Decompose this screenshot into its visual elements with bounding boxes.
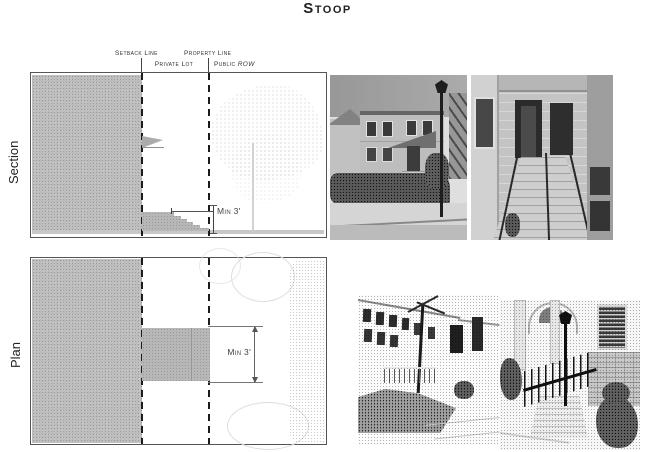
section-tree-canopy-inner (231, 133, 301, 203)
photo1-street (330, 225, 467, 240)
photo3-sidewalk-joint (434, 432, 500, 440)
photo4-shrub-left (500, 358, 522, 400)
photo4-porch-column (514, 300, 526, 370)
photo2-pier-panel (590, 167, 610, 195)
plan-stoop-landing-edge (191, 328, 192, 381)
photo4-shuttered-window (597, 304, 627, 350)
photo3-shuttered-window (389, 315, 397, 327)
photo3-shuttered-window (364, 329, 372, 342)
setback-line-tick (141, 58, 142, 72)
plan-side-label: Plan (8, 341, 23, 368)
row-label-text: ROW (237, 61, 255, 68)
photo1-window (406, 120, 417, 136)
section-property-line (208, 73, 210, 237)
photo2-cornice (496, 75, 588, 92)
photo-twin-stoops (471, 75, 613, 240)
section-min-dimension-label: Min 3' (217, 206, 241, 216)
section-canopy-underside (142, 147, 164, 148)
plan-dim-arrow-top (252, 326, 258, 332)
photo3-shuttered-window (390, 335, 398, 347)
section-dim-tick-right (213, 205, 214, 234)
public-label-text: Public (214, 61, 236, 68)
section-dim-line (171, 211, 214, 212)
private-lot-label: Private Lot (154, 61, 194, 68)
section-stoop-steps (142, 212, 209, 231)
photo2-door-left (521, 106, 536, 158)
photo3-shuttered-window (402, 318, 409, 330)
plan-sidewalk-stipple (289, 260, 325, 442)
photo3-door (450, 325, 463, 353)
photo3-bush (454, 381, 474, 399)
property-line-tick (208, 58, 209, 72)
photo4-shrub-right-top (602, 382, 630, 404)
photo1-window (366, 121, 377, 137)
photo3-shuttered-window (363, 309, 371, 322)
photo-rowhouse-street-gardens (358, 295, 500, 445)
plan-tree-outline-small (199, 248, 241, 284)
photo3-window-mid (428, 327, 435, 339)
photo3-planting-bed (358, 387, 456, 433)
section-diagram (30, 72, 327, 238)
plan-tree-outline-top (231, 252, 295, 302)
photo-stoop-iron-railing (500, 300, 640, 450)
plan-dim-arrow-bottom (252, 377, 258, 383)
plan-dim-line (254, 327, 255, 382)
photo3-shuttered-window (377, 332, 385, 345)
photo2-doorway-right (550, 103, 573, 155)
photo1-adjacent-stair-rail (449, 93, 467, 179)
photo4-porch-column (550, 300, 560, 364)
page-title: Stoop (303, 0, 352, 17)
photo1-lamp-post (440, 91, 443, 217)
photo1-door (407, 146, 420, 171)
public-row-label (214, 61, 255, 68)
plan-min-dimension-label: Min 3' (227, 347, 251, 357)
photo4-lamp-post (564, 320, 567, 406)
section-dim-cap-bottom (210, 233, 217, 234)
plan-building (32, 259, 142, 443)
section-building (32, 75, 142, 233)
photo2-plant (505, 213, 520, 237)
photo1-window (382, 121, 393, 137)
photo1-window-lower (382, 147, 393, 162)
photo-rowhouse-stoop-lamp (330, 75, 467, 240)
section-dim-cap-top (210, 205, 217, 206)
section-dim-tick-left (171, 208, 172, 214)
section-tree-trunk (252, 143, 254, 231)
photo3-picket-railing (384, 367, 436, 383)
photo3-tall-window-right (472, 317, 483, 351)
photo1-window-lower (366, 147, 377, 162)
photo2-pier-panel (590, 201, 610, 231)
plan-diagram (30, 257, 327, 445)
photo1-foliage-right (425, 153, 449, 189)
property-line-label: Property Line (184, 50, 232, 57)
setback-line-label: Setback Line (115, 50, 158, 57)
section-side-label: Section (6, 140, 21, 184)
photo3-shuttered-window (376, 312, 384, 325)
photo1-neighbor-house (330, 119, 364, 177)
photo2-bay-window (474, 97, 495, 149)
plan-stoop-footprint (142, 328, 210, 381)
